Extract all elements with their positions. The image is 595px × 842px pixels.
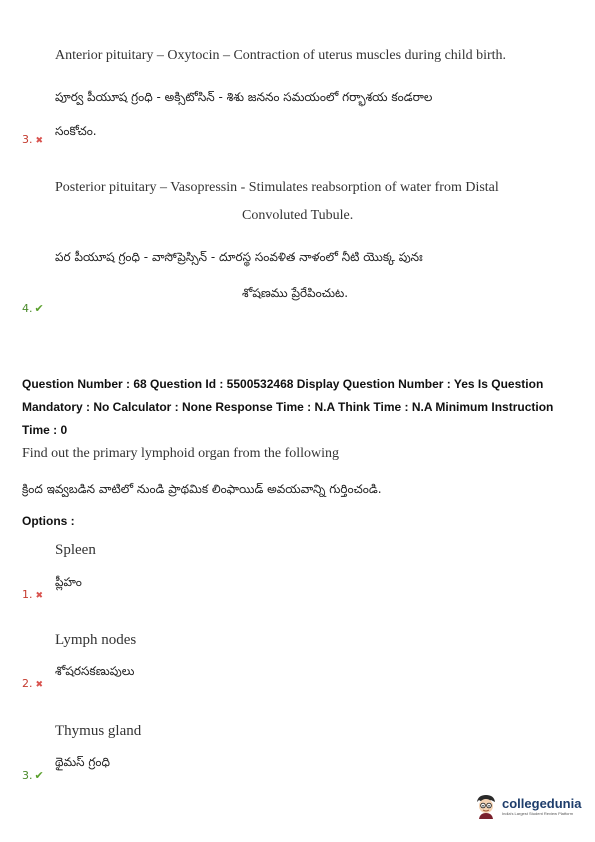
prev-option-4-english-line2: Convoluted Tubule. bbox=[242, 208, 354, 223]
checkmark-icon: ✔ bbox=[34, 302, 44, 315]
prev-option-4-marker bbox=[22, 297, 44, 316]
options-label: Options : bbox=[22, 514, 75, 528]
logo-name: collegedunia bbox=[502, 796, 582, 811]
option-3-telugu: థైమస్ గ్రంధి bbox=[55, 755, 110, 769]
logo-tagline: India's Largest Student Review Platform bbox=[502, 811, 574, 816]
question-header-line1: Question Number : 68 Question Id : 5500532468 Display Question Number : Yes Is Question bbox=[22, 377, 544, 391]
collegedunia-logo bbox=[474, 793, 581, 819]
question-header-line2: Mandatory : No Calculator : None Response Time : N.A Think Time : N.A Minimum Instruction bbox=[22, 400, 554, 414]
prev-option-3-marker bbox=[22, 128, 43, 147]
option-2-english: Lymph nodes bbox=[55, 632, 137, 648]
option-number: 1. bbox=[22, 588, 33, 601]
prev-option-3-telugu-line2: సంకోచం. bbox=[55, 124, 97, 138]
student-mascot-icon bbox=[474, 793, 498, 819]
question-text-telugu: క్రింద ఇవ్వబడిన వాటిలో నుండి ప్రాథమిక లింఫాయిడ్ అవయవాన్ని గుర్తించండి. bbox=[22, 482, 382, 496]
cross-icon: ✖ bbox=[35, 136, 44, 146]
prev-option-4-telugu-line2: శోషణము ప్రేరేపించుట. bbox=[242, 286, 349, 300]
option-number: 2. bbox=[22, 677, 33, 690]
option-2-telugu: శోషరసకణుపులు bbox=[55, 664, 135, 678]
prev-option-3-english: Anterior pituitary – Oxytocin – Contraction of uterus muscles during child birth. bbox=[55, 48, 507, 63]
option-1-marker bbox=[22, 583, 43, 602]
question-header bbox=[22, 373, 582, 442]
prev-option-3-telugu-line1: పూర్వ పీయూష గ్రంధి - అక్సిటోసిన్ - శిశు జననం సమయంలో గర్భాశయ కండరాల bbox=[55, 90, 433, 104]
prev-option-4-telugu-line1: పర పీయూష గ్రంధి - వాసోప్రెస్సిన్ - దూరస్థ సంవళిత నాళంలో నీటి యొక్క పునః bbox=[55, 250, 423, 264]
question-text-english: Find out the primary lymphoid organ from the following bbox=[22, 446, 340, 461]
option-3-english: Thymus gland bbox=[55, 723, 142, 739]
cross-icon: ✖ bbox=[35, 680, 44, 690]
question-header-line3: Time : 0 bbox=[22, 423, 68, 437]
checkmark-icon: ✔ bbox=[34, 769, 44, 782]
option-1-english: Spleen bbox=[55, 542, 96, 558]
option-2-marker bbox=[22, 672, 43, 691]
prev-option-4-english-line1: Posterior pituitary – Vasopressin - Stimulates reabsorption of water from Distal bbox=[55, 180, 499, 195]
option-number: 3. bbox=[22, 133, 33, 146]
option-number: 4. bbox=[22, 302, 33, 315]
option-1-telugu: ప్లీహం bbox=[55, 575, 82, 589]
option-3-marker bbox=[22, 764, 44, 783]
cross-icon: ✖ bbox=[35, 591, 44, 601]
option-number: 3. bbox=[22, 769, 33, 782]
